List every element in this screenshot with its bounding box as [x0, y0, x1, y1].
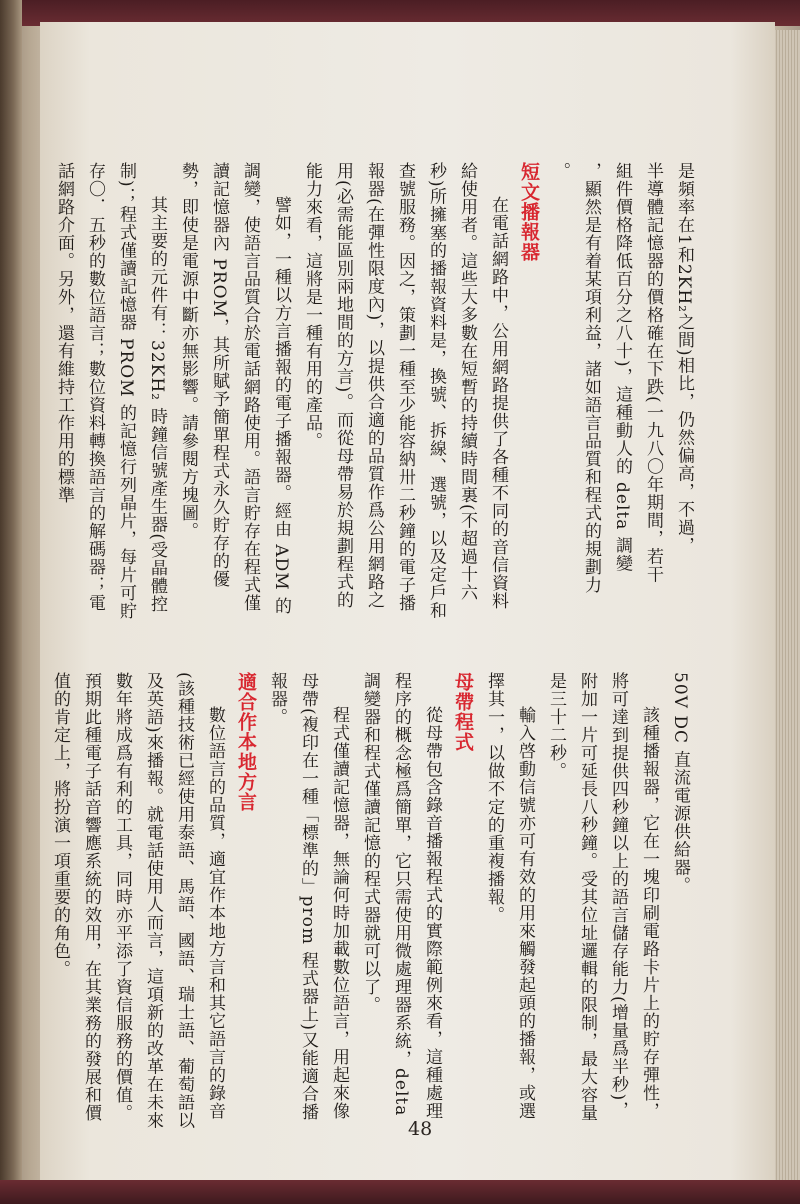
continuation-line-2: 半導體記憶器的價格確在下跌(一九八〇年期間，若干: [643, 162, 663, 584]
book-spine: [0, 0, 22, 1204]
section-heading-short-broadcaster: 短文播報器: [518, 162, 540, 262]
top-text-block: [48, 162, 699, 622]
continuation-line-5: 。: [550, 162, 570, 180]
paragraph-trigger: 輸入啓動信號亦可有效的用來觸發起頭的播報，或選擇其一，以做不定的重複播報。: [484, 672, 535, 1120]
paragraph-components: 其主要的元件有：32KH₂ 時鐘信號產生器(受晶體控制)；程式僅讀記憶器 PROM 的記憶行列晶片，每片可貯存〇．五秒的數位語言；數位資料轉換語言的解碼器；電話網路介面。另外，還有維持工作用的標準: [54, 162, 167, 621]
section-heading-local-dialect: 適合作本地方言: [235, 672, 257, 812]
book-cover-bottom: [0, 1180, 800, 1204]
paragraph-network: 在電話網路中，公用網路提供了各種不同的音信資料給使用者。這些大多數在短暫的持續時間裏(不超過十六秒)所擁塞的播報資料是，換號、拆線、選號，以及定戶和查號服務。因之，策劃一種至少能容納卅二秒鐘的電子播報器(在彈性限度內)，以提供合適的品質作爲公用網路之用(必需能區別兩地間的方言)。而從母帶易於規劃程式的能力來看，這將是一種有用的產品。: [302, 162, 508, 620]
paragraph-capacity: 該種播報器，它在一塊印刷電路卡片上的貯存彈性，將可達到提供四秒鐘以上的語言儲存能力(增量爲半秒)，附加一片可延長八秒鐘。受其位址邏輯的限制，最大容量是三十二秒。: [546, 672, 659, 1122]
section-heading-master-tape: 母帶程式: [452, 672, 474, 752]
paragraph-local-dialect: 數位語言的品質，適宜作本地方言和其它語言的錄音(該種技術已經使用泰語、馬語、國語、瑞士語、葡萄語以及英語)來播報。就電話使用人而言，這項新的改革在未來數年將成爲有利的工具，同時亦平添了資信服務的價值。預期此種電子話音響應系統的效用，在其業務的發展和價值的肯定上，將扮演一項重要的角色。: [50, 672, 225, 1130]
page-edges: [774, 30, 800, 1180]
page-number: 48: [408, 1118, 433, 1140]
continuation-line-1: 是頻率在1和2KH₂之間)相比，仍然偏高，不過，: [674, 162, 694, 555]
paragraph-prom: 程式僅讀記憶器，無論何時加載數位語言，用起來像母帶(複印在一種「標準的」prom 程式器上)又能適合播報器。: [267, 672, 349, 1122]
book-page: [40, 22, 775, 1180]
paragraph-dialect-example: 譬如，一種以方言播報的電子播報器。經由 ADM 的調變，使語言品質合於電話網路使用。語言貯存在程式僅讀記憶器內 PROM，其所賦予簡單程式永久貯存的優勢，即使是電源中斷亦無影響。請參閱方塊圖。: [178, 162, 291, 616]
continuation-line-3: 組件價格降低百分之八十)，這種動人的 delta 調變: [612, 162, 632, 573]
bottom-text-block: [44, 672, 695, 1132]
continuation-line-4: ，顯然是有着某項利益，諸如語言品質和程式的規劃力: [581, 162, 601, 594]
paragraph-power-supply: 50V DC 直流電源供給器。: [670, 672, 690, 895]
paragraph-master-tape: 從母帶包含錄音播報程式的實際範例來看，這種處理程序的概念極爲簡單，它只需使用微處理器系統，delta 調變器和程式僅讀記憶的程式器就可以了。: [360, 672, 442, 1120]
